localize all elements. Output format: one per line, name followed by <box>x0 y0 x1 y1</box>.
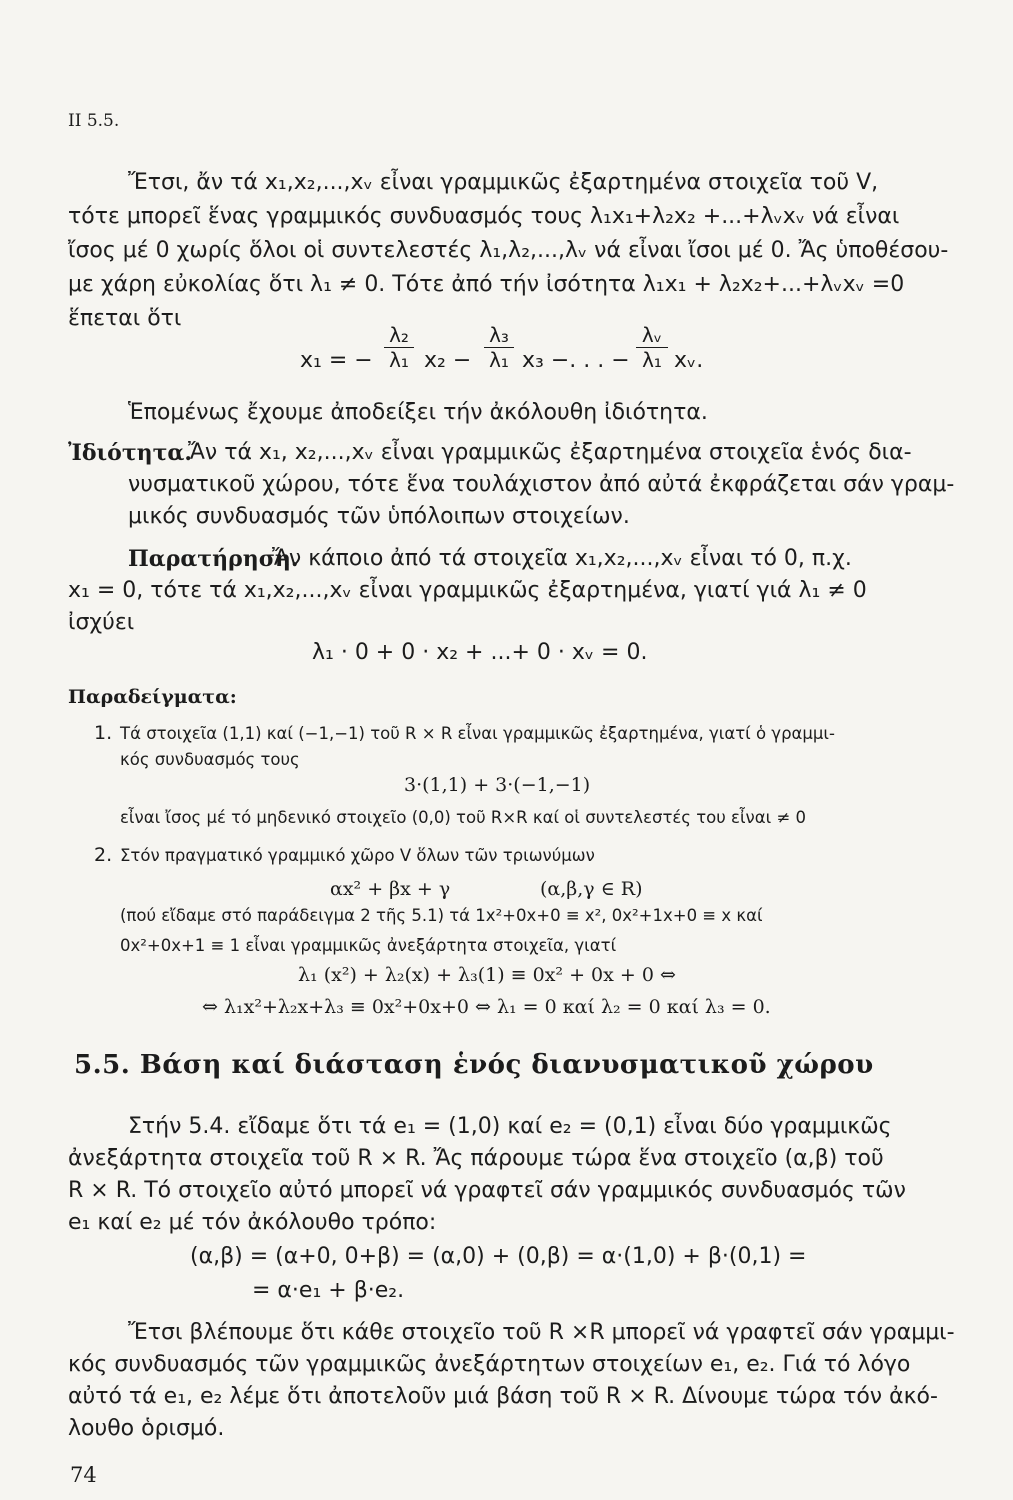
fraction-denominator: λ₁ <box>642 348 662 372</box>
example-1-number: 1. <box>94 722 113 744</box>
property-line-3: μικός συνδυασμός τῶν ὑπόλοιπων στοιχείων. <box>128 504 630 529</box>
formula-term-xv: xᵥ. <box>674 348 704 373</box>
fraction-l2-l1 <box>384 324 414 371</box>
remark-line-2: x₁ = 0, τότε τά x₁,x₂,...,xᵥ εἶναι γραμμικῶς ἐξαρτημένα, γιατί γιά λ₁ ≠ 0 <box>68 578 867 603</box>
body-line-7: αὐτό τά e₁, e₂ λέμε ὅτι ἀποτελοῦν μιά βάση τοῦ R × R. Δίνουμε τώρα τόν ἀκό- <box>68 1384 938 1409</box>
body-line-8: λουθο ὁρισμό. <box>68 1416 225 1441</box>
fraction-numerator: λ₂ <box>389 323 409 347</box>
example-2-polynomial: αx² + βx + γ <box>330 878 451 900</box>
body-line-3: R × R. Τό στοιχεῖο αὐτό μπορεῖ νά γραφτεῖ σάν γραμμικός συνδυασμός τῶν <box>68 1178 906 1203</box>
section-heading <box>74 1050 874 1080</box>
example-1-formula: 3·(1,1) + 3·(−1,−1) <box>404 774 591 796</box>
intro-line-1: Ἔτσι, ἄν τά x₁,x₂,...,xᵥ εἶναι γραμμικῶς ἐξαρτημένα στοιχεῖα τοῦ V, <box>128 170 879 195</box>
remark-label: Παρατήρηση. <box>128 546 299 572</box>
intro-line-2: τότε μπορεῖ ἕνας γραμμικός συνδυασμός τους λ₁x₁+λ₂x₂ +...+λᵥxᵥ νά εἶναι <box>68 204 900 229</box>
fraction-denominator: λ₁ <box>489 348 509 372</box>
example-2-line-1: Στόν πραγματικό γραμμικό χῶρο V ὅλων τῶν τριωνύμων <box>120 846 595 865</box>
body-line-1: Στήν 5.4. εἴδαμε ὅτι τά e₁ = (1,0) καί e₂ = (0,1) εἶναι δύο γραμμικῶς <box>128 1114 892 1139</box>
body-line-2: ἀνεξάρτητα στοιχεῖα τοῦ R × R. Ἄς πάρουμε τώρα ἕνα στοιχεῖο (α,β) τοῦ <box>68 1146 884 1171</box>
formula-term-x2: x₂ − <box>424 348 472 373</box>
intro-line-3: ἴσος μέ 0 χωρίς ὅλοι οἱ συντελεστές λ₁,λ₂,...,λᵥ νά εἶναι ἴσοι μέ 0. Ἄς ὑποθέσου- <box>68 238 949 263</box>
fraction-numerator: λᵥ <box>641 323 663 347</box>
body-equation-1: (α,β) = (α+0, 0+β) = (α,0) + (0,β) = α·(1,0) + β·(0,1) = <box>190 1244 807 1269</box>
running-header: ΙΙ 5.5. <box>68 111 120 131</box>
property-line-1: Ἄν τά x₁, x₂,...,xᵥ εἶναι γραμμικῶς ἐξαρτημένα στοιχεῖα ἑνός δια- <box>188 440 912 465</box>
example-1-line-2: κός συνδυασμός τους <box>120 750 300 769</box>
example-2-formula-1: λ₁ (x²) + λ₂(x) + λ₃(1) ≡ 0x² + 0x + 0 ⇔ <box>298 964 676 986</box>
example-2-polynomial-condition: (α,β,γ ∈ R) <box>540 878 643 900</box>
fraction-l3-l1 <box>484 324 514 371</box>
example-2-line-3: 0x²+0x+1 ≡ 1 εἶναι γραμμικῶς ἀνεξάρτητα στοιχεῖα, γιατί <box>120 936 617 955</box>
formula-lhs: x₁ = − <box>300 348 373 373</box>
example-2-number: 2. <box>94 844 113 866</box>
fraction-numerator: λ₃ <box>489 323 509 347</box>
page-number: 74 <box>70 1463 97 1487</box>
body-equation-2: = α·e₁ + β·e₂. <box>252 1278 405 1303</box>
intro-line-5: ἕπεται ὅτι <box>68 306 182 331</box>
fraction-lv-l1 <box>636 324 668 371</box>
intro-line-4: με χάρη εὐκολίας ὅτι λ₁ ≠ 0. Τότε ἀπό τήν ἰσότητα λ₁x₁ + λ₂x₂+...+λᵥxᵥ =0 <box>68 272 905 297</box>
example-1-line-3: εἶναι ἴσος μέ τό μηδενικό στοιχεῖο (0,0) τοῦ R×R καί οἱ συντελεστές του εἶναι ≠ 0 <box>120 808 807 827</box>
property-label: Ἰδιότητα. <box>68 440 193 466</box>
section-number: 5.5. <box>74 1050 131 1080</box>
example-1-line-1: Τά στοιχεῖα (1,1) καί (−1,−1) τοῦ R × R εἶναι γραμμικῶς ἐξαρτημένα, γιατί ὁ γραμμι- <box>120 724 835 743</box>
remark-line-3: ἰσχύει <box>68 610 135 635</box>
example-2-line-2: (πού εἴδαμε στό παράδειγμα 2 τῆς 5.1) τά 1x²+0x+0 ≡ x², 0x²+1x+0 ≡ x καί <box>120 906 763 925</box>
examples-heading: Παραδείγματα: <box>68 686 237 708</box>
remark-line-1: Ἄν κάποιο ἀπό τά στοιχεῖα x₁,x₂,...,xᵥ εἶναι τό 0, π.χ. <box>272 546 852 571</box>
body-line-4: e₁ καί e₂ μέ τόν ἀκόλουθο τρόπο: <box>68 1210 437 1235</box>
consequently-line: Ἑπομένως ἔχουμε ἀποδείξει τήν ἀκόλουθη ἰδιότητα. <box>128 400 708 425</box>
remark-formula: λ₁ · 0 + 0 · x₂ + ...+ 0 · xᵥ = 0. <box>312 640 648 665</box>
body-line-6: κός συνδυασμός τῶν γραμμικῶς ἀνεξάρτητων στοιχείων e₁, e₂. Γιά τό λόγο <box>68 1352 911 1377</box>
body-line-5: Ἔτσι βλέπουμε ὅτι κάθε στοιχεῖο τοῦ R ×R μπορεῖ νά γραφτεῖ σάν γραμμι- <box>128 1320 955 1345</box>
fraction-denominator: λ₁ <box>389 348 409 372</box>
section-title: Βάση καί διάσταση ἑνός διανυσματικοῦ χώρου <box>139 1050 874 1080</box>
formula-term-x3: x₃ −. . . − <box>522 348 630 373</box>
property-line-2: νυσματικοῦ χώρου, τότε ἕνα τουλάχιστον ἀπό αὐτά ἐκφράζεται σάν γραμ- <box>128 472 955 497</box>
example-2-formula-2: ⇔ λ₁x²+λ₂x+λ₃ ≡ 0x²+0x+0 ⇔ λ₁ = 0 καί λ₂ = 0 καί λ₃ = 0. <box>202 996 771 1018</box>
